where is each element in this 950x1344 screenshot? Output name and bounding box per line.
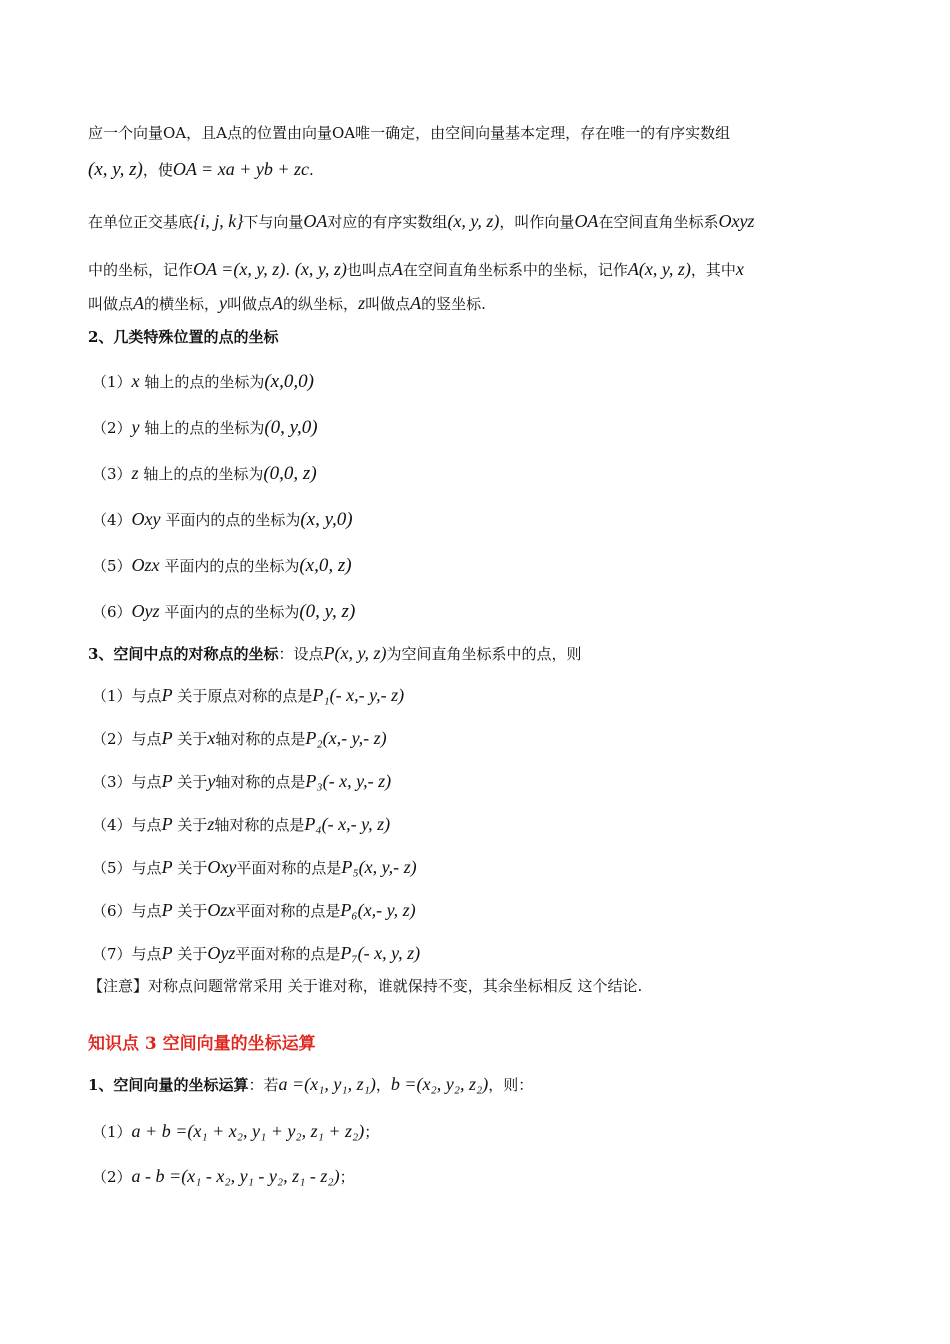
item-number: （3）: [92, 465, 132, 483]
sym-point: P₁(- x,- y,- z): [312, 685, 405, 705]
op-sum: [92, 1120, 870, 1143]
var-x: x: [735, 259, 744, 279]
sym-point: P₅(x, y,- z): [341, 857, 417, 877]
text: ：设点: [278, 645, 324, 663]
special-point-item: [92, 508, 870, 531]
text-system: 在空间直角坐标系: [598, 213, 719, 231]
sym-point: P₂(x,- y,- z): [305, 728, 387, 748]
var-y: y: [219, 293, 228, 313]
triple-xyz: (x, y, z): [294, 259, 347, 279]
special-point-item: [92, 462, 870, 485]
kp3-heading: 1、空间向量的坐标运算: [88, 1076, 249, 1094]
para2-line1: [88, 210, 870, 233]
text-also: 也叫点: [346, 261, 392, 279]
text: 与点: [131, 859, 162, 877]
item-text: 轴上的点的坐标为: [144, 419, 265, 437]
coords: (0, y,0): [264, 417, 318, 438]
point-p: P(x, y, z): [323, 643, 387, 663]
text-shi: ，使: [142, 161, 173, 179]
item-number: （6）: [92, 902, 132, 920]
symmetry-item: [92, 770, 870, 793]
var: Ozx: [131, 555, 160, 575]
coords: (x,0,0): [264, 371, 314, 392]
kp3-intro: [88, 1073, 870, 1096]
var: Oyz: [131, 601, 160, 621]
item-number: （3）: [92, 773, 132, 791]
item-text: 轴上的点的坐标为: [143, 465, 264, 483]
text: ；: [364, 1123, 380, 1141]
symmetry-item: [92, 899, 870, 922]
text: 与点: [131, 730, 162, 748]
point-p: P: [161, 943, 173, 963]
special-point-item: [92, 600, 870, 623]
text: 与点: [131, 816, 162, 834]
text: ，: [375, 1076, 391, 1094]
var: z: [131, 463, 139, 483]
text: 关于: [177, 773, 208, 791]
point-a: A: [410, 293, 422, 313]
var: x: [207, 728, 216, 748]
text: 关于: [177, 859, 208, 877]
item-number: （7）: [92, 945, 132, 963]
sym-point: P₇(- x, y, z): [340, 943, 421, 963]
special-point-item: [92, 370, 870, 393]
basis-ijk: {i, j, k}: [193, 211, 244, 231]
sym-point: P₄(- x,- y, z): [304, 814, 391, 834]
coords: (0, y, z): [299, 601, 356, 622]
text: 轴对称的点是: [214, 816, 305, 834]
special-point-item: [92, 554, 870, 577]
text: 关于: [177, 945, 208, 963]
text: 平面对称的点是: [235, 902, 341, 920]
text: 关于: [177, 902, 208, 920]
formula-oa-decomp: OA = xa + yb + zc: [172, 159, 309, 179]
text: 的横坐标，: [144, 295, 220, 313]
text-under: 下与向量: [243, 213, 304, 231]
var: Oxy: [131, 509, 161, 529]
point-a: A: [391, 259, 403, 279]
point-p: P: [161, 685, 173, 705]
triple-xyz: (x, y, z): [88, 159, 143, 180]
period: .: [285, 261, 291, 279]
text: 与点: [131, 902, 162, 920]
formula-oa-eq: OA =(x, y, z): [193, 259, 286, 279]
text-ordered: 对应的有序实数组: [327, 213, 448, 231]
var: Oyz: [207, 943, 236, 963]
item-number: （2）: [92, 1168, 132, 1186]
item-number: （2）: [92, 730, 132, 748]
symmetry-item: [92, 727, 870, 750]
coords: (0,0, z): [263, 463, 317, 484]
item-number: （4）: [92, 816, 132, 834]
text: 与点: [131, 773, 162, 791]
point-a: A: [133, 293, 145, 313]
point-p: P: [161, 814, 173, 834]
text: 的竖坐标.: [421, 295, 486, 313]
formula-diff: a - b =(x₁ - x₂, y₁ - y₂, z₁ - z₂): [131, 1166, 340, 1186]
section2-heading: 2、几类特殊位置的点的坐标: [88, 328, 279, 346]
para2-line2: [88, 258, 870, 281]
symmetry-item: [92, 942, 870, 965]
var: y: [207, 771, 216, 791]
text: 关于: [177, 730, 208, 748]
special-point-item: [92, 416, 870, 439]
text-basis: 在单位正交基底: [88, 213, 194, 231]
item-number: （5）: [92, 859, 132, 877]
symmetry-item: [92, 813, 870, 836]
sym-point: P₃(- x, y,- z): [305, 771, 392, 791]
var: Oxy: [207, 857, 237, 877]
section3-heading: 3、空间中点的对称点的坐标: [88, 645, 279, 663]
var: z: [207, 814, 215, 834]
vector-oa: OA: [303, 211, 328, 231]
text: ：若: [248, 1076, 279, 1094]
note: 【注意】对称点问题常常采用 关于谁对称，谁就保持不变，其余坐标相反 这个结论.: [88, 977, 643, 995]
triple-xyz: (x, y, z): [447, 211, 500, 231]
text-in-system: 在空间直角坐标系中的坐标，记作: [402, 261, 628, 279]
text-where: ，其中: [690, 261, 736, 279]
item-number: （1）: [92, 1123, 132, 1141]
item-number: （2）: [92, 419, 132, 437]
text: 与点: [131, 945, 162, 963]
vector-a: a =(x₁, y₁, z₁): [278, 1074, 376, 1094]
op-diff: [92, 1165, 870, 1188]
point-p: P: [161, 771, 173, 791]
text: 为空间直角坐标系中的点，则: [386, 645, 582, 663]
item-text: 平面内的点的坐标为: [164, 557, 300, 575]
point-a-coords: A(x, y, z): [627, 259, 691, 279]
text: 的纵坐标，: [283, 295, 359, 313]
item-number: （6）: [92, 603, 132, 621]
period: .: [308, 161, 314, 179]
symmetry-item: [92, 684, 870, 707]
sym-point: P₆(x,- y, z): [340, 900, 416, 920]
text-called: ，叫作向量: [499, 213, 575, 231]
coords: (x, y,0): [300, 509, 353, 530]
para1-line1: [88, 122, 870, 144]
text: 平面对称的点是: [235, 945, 341, 963]
point-a: A: [272, 293, 284, 313]
point-p: P: [161, 728, 173, 748]
point-p: P: [161, 857, 173, 877]
text: ，则：: [488, 1076, 534, 1094]
formula-sum: a + b =(x₁ + x₂, y₁ + y₂, z₁ + z₂): [131, 1121, 365, 1141]
item-number: （1）: [92, 687, 132, 705]
text: 关于: [177, 816, 208, 834]
text: 平面对称的点是: [236, 859, 342, 877]
text: 关于原点对称的点是: [177, 687, 313, 705]
item-number: （4）: [92, 511, 132, 529]
item-text: 轴上的点的坐标为: [144, 373, 265, 391]
var-z: z: [358, 293, 366, 313]
point-p: P: [161, 900, 173, 920]
vector-b: b =(x₂, y₂, z₂): [390, 1074, 489, 1094]
var: x: [131, 371, 140, 391]
text: 叫做点: [88, 295, 134, 313]
para1-line2: [88, 158, 870, 181]
text: 叫做点: [227, 295, 273, 313]
kp3-title: 知识点 3 空间向量的坐标运算: [88, 1034, 316, 1054]
vector-oa: OA: [574, 211, 599, 231]
para2-line3: [88, 292, 870, 315]
section3-intro: [88, 642, 870, 665]
text: 轴对称的点是: [215, 730, 306, 748]
para1-text: 应一个向量OA，且A点的位置由向量OA唯一确定，由空间向量基本定理，存在唯一的有序实数组: [88, 124, 731, 142]
symmetry-item: [92, 856, 870, 879]
system-oxyz: Oxyz: [718, 211, 755, 231]
text: 叫做点: [365, 295, 411, 313]
item-number: （1）: [92, 373, 132, 391]
text-coord: 中的坐标，记作: [88, 261, 194, 279]
text: 与点: [131, 687, 162, 705]
text: 轴对称的点是: [215, 773, 306, 791]
text: ；: [339, 1168, 355, 1186]
var: y: [131, 417, 140, 437]
item-text: 平面内的点的坐标为: [165, 511, 301, 529]
var: Ozx: [207, 900, 236, 920]
coords: (x,0, z): [299, 555, 352, 576]
item-number: （5）: [92, 557, 132, 575]
item-text: 平面内的点的坐标为: [164, 603, 300, 621]
